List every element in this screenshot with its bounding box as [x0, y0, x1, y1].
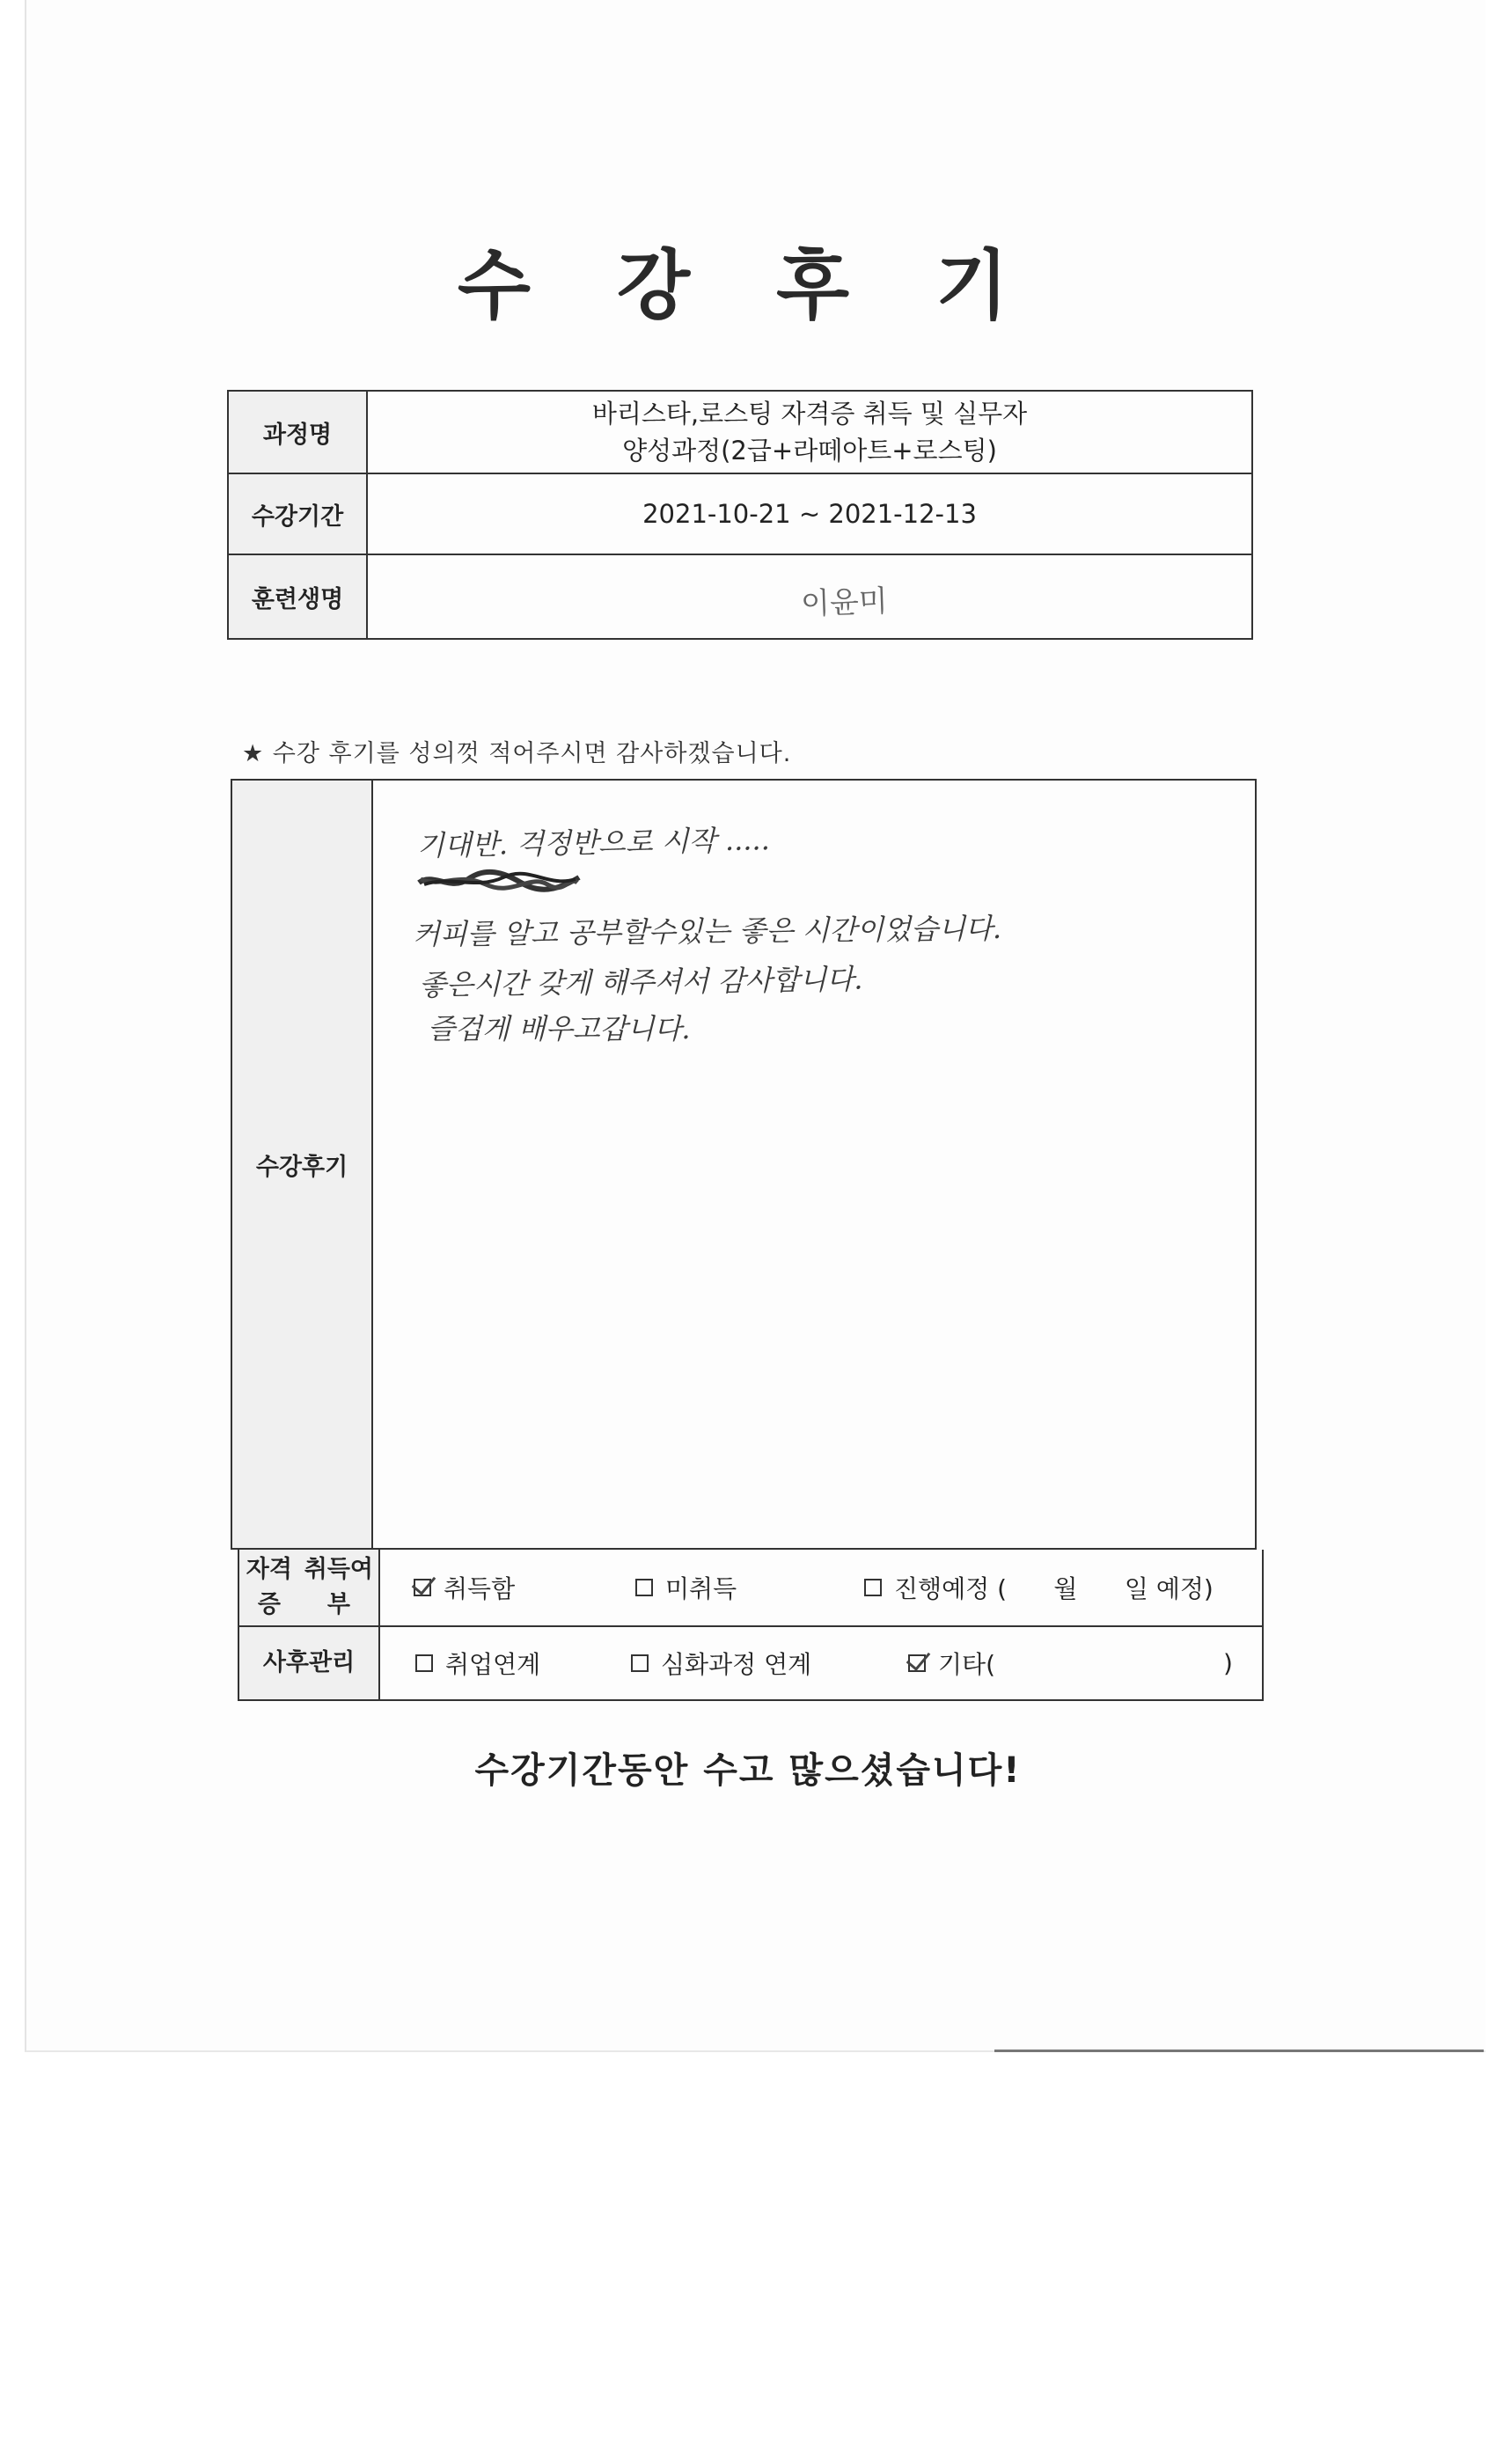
option-label: 심화과정 연계	[661, 1650, 812, 1679]
aftercare-option-advanced[interactable]	[631, 1646, 811, 1681]
option-label: 취득함	[444, 1574, 516, 1603]
review-line: 즐겁게 배우고갑니다.	[428, 1012, 691, 1045]
closing-message: 수강기간동안 수고 많으셨습니다!	[474, 1750, 1022, 1791]
status-table	[238, 1550, 1264, 1701]
course-name-line2: 양성과정(2급+라떼아트+로스팅)	[622, 436, 997, 466]
certificate-option-scheduled[interactable]	[864, 1570, 1214, 1605]
checkbox[interactable]	[864, 1579, 882, 1596]
certificate-label	[239, 1550, 380, 1625]
certificate-label-line1: 자격증	[246, 1555, 292, 1618]
crossed-out-scribble	[415, 869, 583, 893]
page-title: 수 강 후 기	[457, 242, 1039, 330]
trainee-label: 훈련생명	[229, 555, 368, 638]
review-line: 커피를 알고 공부할수있는 좋은 시간이었습니다.	[412, 911, 1002, 951]
checkbox[interactable]	[631, 1654, 649, 1672]
trainee-name-handwritten: 이윤미	[800, 583, 889, 622]
certificate-option-not-acquired[interactable]	[635, 1570, 737, 1605]
certificate-label-line2: 취득여부	[304, 1555, 373, 1618]
option-label: 기타(	[938, 1650, 996, 1679]
certificate-row	[239, 1550, 1262, 1627]
course-value	[368, 392, 1251, 473]
aftercare-option-other[interactable]	[908, 1646, 995, 1681]
period-row	[229, 474, 1251, 555]
checkbox[interactable]	[415, 1654, 433, 1672]
review-line: 좋은시간 갖게 해주셔서 감사합니다.	[418, 962, 863, 1002]
checkbox-checked[interactable]	[414, 1579, 431, 1596]
aftercare-label: 사후관리	[239, 1627, 380, 1699]
aftercare-closing-paren: )	[1223, 1648, 1233, 1678]
review-line: 기대반. 걱정반으로 시작 .....	[416, 823, 771, 863]
option-label: 취업연계	[445, 1650, 541, 1679]
period-value: 2021-10-21 ~ 2021-12-13	[642, 498, 977, 529]
instruction-note: ★ 수강 후기를 성의껏 적어주시면 감사하겠습니다.	[242, 740, 792, 767]
review-handwritten-text	[408, 814, 1237, 1053]
scan-edge	[994, 2050, 1484, 2052]
aftercare-row	[239, 1627, 1262, 1699]
checkbox-checked[interactable]	[908, 1654, 926, 1672]
review-label: 수강후기	[232, 781, 373, 1548]
period-label: 수강기간	[229, 474, 368, 554]
course-row	[229, 392, 1251, 474]
certificate-option-acquired[interactable]	[414, 1570, 515, 1605]
option-label: 미취득	[665, 1574, 737, 1603]
option-label: 진행예정 ( 월 일 예정)	[894, 1574, 1214, 1603]
checkbox[interactable]	[635, 1579, 653, 1596]
aftercare-option-employment[interactable]	[415, 1646, 540, 1681]
trainee-row	[229, 555, 1251, 638]
course-info-table	[227, 390, 1253, 640]
review-table	[231, 779, 1257, 1550]
course-name-line1: 바리스타,로스팅 자격증 취득 및 실무자	[591, 398, 1028, 429]
course-label: 과정명	[229, 392, 368, 473]
